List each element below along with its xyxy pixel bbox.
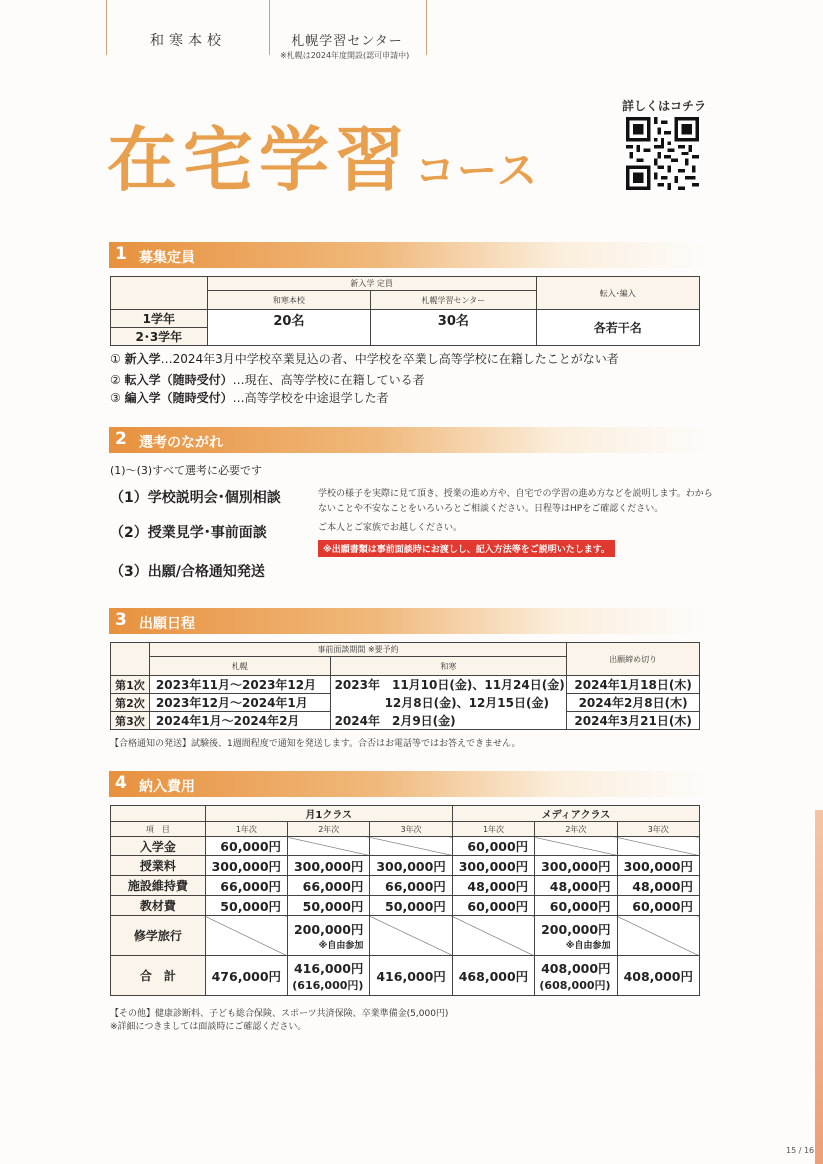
fee-row-facility: 施設維持費 66,000円 66,000円 66,000円 48,000円 48,000円 48,000円: [111, 876, 700, 896]
round-3-sapporo: 2024年1月～2024年2月: [149, 712, 330, 730]
round-2-deadline: 2024年2月8日(木): [567, 694, 700, 712]
schedule-table: 事前面談期間 ※要予約 出願締め切り 札幌 和寒 第1次 2023年11月～2023年12月 2023年 11月10日(金)、11月24日(金) 2024年1月18日(木) 第2次 2023年12月～2024年1月 12月8日(金)、12月15日(金) 2024年2月8日(木) 第3次 2024年1月～2024年2月 2024年 2月9日(金) 2024年3月21日(木): [110, 642, 700, 730]
round-3-label: 第3次: [111, 712, 150, 730]
wassamu-capacity: 20名: [207, 310, 370, 346]
sapporo-capacity: 30名: [371, 310, 536, 346]
step-3: （3）出願/合格通知発送: [110, 564, 265, 580]
definition-transfer: ② 転入学（随時受付）…現在、高等学校に在籍している者: [110, 373, 425, 387]
definition-new: ① 新入学…2024年3月中学校卒業見込の者、中学校を卒業し高等学校に在籍したことがない者: [110, 352, 619, 366]
pass-notice-note: 【合格通知の発送】試験後、1週間程度で通知を発送します。合否はお電話等ではお答えできません。: [110, 739, 521, 749]
page-number: 15 / 16: [786, 1146, 815, 1155]
round-1-sapporo: 2023年11月～2023年12月: [149, 676, 330, 694]
step-1-description: 学校の様子を実際に見て頂き、授業の進め方や、自宅での学習の進め方などを説明します。わから ないことや不安なことをいろいろとご相談ください。日程等はHPをご確認ください。: [318, 489, 713, 514]
round-3-deadline: 2024年3月21日(木): [567, 712, 700, 730]
page-title: [107, 104, 539, 205]
section-1-header: 1 募集定員: [109, 242, 709, 268]
header-sapporo-center: 札幌学習センター: [268, 0, 427, 55]
qr-code-icon[interactable]: [626, 117, 699, 190]
side-decoration: [815, 810, 823, 1164]
round-1-wassamu: 2023年 11月10日(金)、11月24日(金): [330, 676, 567, 694]
section-4-header: 4 納入費用: [109, 771, 709, 797]
section-2-header: 2 選考のながれ: [109, 427, 709, 453]
row-grade1: 1学年: [111, 310, 208, 328]
fee-row-total: 合 計 476,000円 416,000円 (616,000円) 416,000円 468,000円 408,000円 (608,000円) 408,000円: [111, 956, 700, 996]
other-costs-note: 【その他】健康診断料、子ども総合保険、スポーツ共済保険、卒業準備金(5,000円): [110, 1009, 449, 1019]
fee-row-materials: 教材費 50,000円 50,000円 50,000円 60,000円 60,000円 60,000円: [111, 896, 700, 916]
step-2-red-notice: ※出願書類は事前面談時にお渡しし、記入方法等をご説明いたします。: [318, 540, 615, 557]
round-2-sapporo: 2023年12月～2024年1月: [149, 694, 330, 712]
fee-row-admission: 入学金 60,000円 60,000円: [111, 837, 700, 856]
round-3-wassamu: 2024年 2月9日(金): [330, 712, 567, 730]
round-1-label: 第1次: [111, 676, 150, 694]
header-main-school: 和寒本校: [106, 0, 270, 55]
title-main: 在宅学習: [107, 118, 411, 201]
transfer-capacity: 各若干名: [536, 310, 699, 346]
row-grade23: 2･3学年: [111, 328, 208, 346]
qr-label: 詳しくはコチラ: [622, 99, 707, 113]
fee-table: 月1クラス メディアクラス 項 目 1年次 2年次 3年次 1年次 2年次 3年次 入学金 60,000円 60,000円 授業料 300,000円 300,000円 300,000円 300,000円 300,000円 300,000円 施設維持費 66,000円 66,000円 66,000円 48,000円 48,000円 48,000円 教材費 50,000円 50,000円 50,000円 60,000円 60,000円 60,000円 修学旅行 200,000円 ※自由参加 200,000円 ※自由参加 合 計 476,000円 416,000円 (616,000円) 416,000円 468,000円 408,000円 (608,000円) 408,000円: [110, 805, 700, 996]
step-2-description: ご本人とご家族でお越しください。: [318, 523, 463, 533]
details-note: ※詳細につきましては面談時にご確認ください。: [110, 1022, 307, 1032]
selection-intro: (1)～(3)すべて選考に必要です: [110, 464, 262, 477]
step-1: （1）学校説明会･個別相談: [110, 490, 281, 506]
step-2: （2）授業見学･事前面談: [110, 525, 267, 541]
header-note: ※札幌は2024年度開設(認可申請中): [280, 51, 410, 60]
fee-row-tuition: 授業料 300,000円 300,000円 300,000円 300,000円 300,000円 300,000円: [111, 856, 700, 876]
round-2-wassamu: 12月8日(金)、12月15日(金): [330, 694, 567, 712]
round-1-deadline: 2024年1月18日(木): [567, 676, 700, 694]
definition-readmission: ③ 編入学（随時受付）…高等学校を中途退学した者: [110, 391, 389, 405]
capacity-table: 新入学 定員 転入･編入 和寒本校 札幌学習センター 1学年 20名 30名 各若干名 2･3学年: [110, 276, 700, 346]
section-3-header: 3 出願日程: [109, 608, 709, 634]
round-2-label: 第2次: [111, 694, 150, 712]
fee-row-school-trip: 修学旅行 200,000円 ※自由参加 200,000円 ※自由参加: [111, 916, 700, 956]
title-suffix: コース: [415, 147, 539, 194]
